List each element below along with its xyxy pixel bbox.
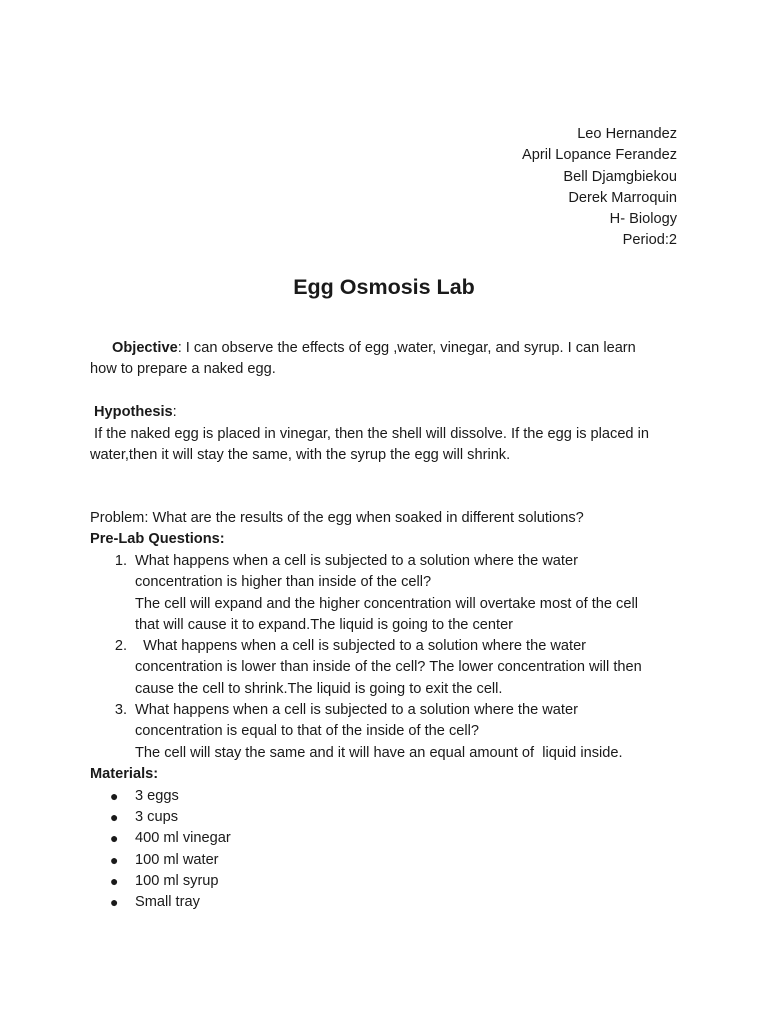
author-name: April Lopance Ferandez	[522, 147, 677, 163]
question-text: concentration is higher than inside of the cell?	[135, 574, 432, 590]
author-name: Bell Djamgbiekou	[563, 169, 677, 185]
hypothesis-text: If the naked egg is placed in vinegar, then the shell will dissolve. If the egg is placed in	[90, 426, 649, 442]
answer-text: that will cause it to expand.The liquid is going to the center	[135, 617, 514, 633]
question-text: concentration is lower than inside of the cell? The lower concentration will then	[135, 659, 642, 675]
objective-text: : I can observe the effects of egg ,water, vinegar, and syrup. I can learn	[177, 340, 636, 356]
objective-text: how to prepare a naked egg.	[90, 361, 276, 377]
materials-heading: Materials:	[90, 766, 159, 782]
question-number: 2.	[114, 638, 127, 654]
material-text: 3 cups	[135, 809, 178, 825]
question-text: What happens when a cell is subjected to a solution where the water	[135, 553, 578, 569]
hypothesis-colon: :	[172, 404, 177, 420]
question-number: 3.	[114, 702, 127, 718]
bullet-icon: ●	[110, 852, 119, 868]
bullet-icon: ●	[110, 788, 119, 804]
hypothesis-label: Hypothesis	[94, 404, 173, 420]
material-text: 3 eggs	[135, 788, 179, 804]
question-text: What happens when a cell is subjected to a solution where the water	[135, 702, 578, 718]
answer-text: The cell will expand and the higher concentration will overtake most of the cell	[135, 596, 638, 612]
objective-line	[112, 341, 636, 356]
class-period: Period:2	[622, 232, 677, 248]
problem-statement: Problem: What are the results of the egg when soaked in different solutions?	[90, 510, 584, 526]
author-name: Leo Hernandez	[577, 126, 677, 142]
material-text: 400 ml vinegar	[135, 830, 231, 846]
class-name: H- Biology	[609, 211, 677, 227]
bullet-icon: ●	[110, 873, 119, 889]
hypothesis-heading	[94, 405, 177, 420]
bullet-icon: ●	[110, 894, 119, 910]
prelab-heading: Pre-Lab Questions:	[90, 531, 225, 547]
material-text: Small tray	[135, 894, 200, 910]
author-name: Derek Marroquin	[568, 190, 677, 206]
objective-label: Objective	[112, 340, 178, 356]
material-text: 100 ml water	[135, 852, 219, 868]
hypothesis-text: water,then it will stay the same, with the syrup the egg will shrink.	[90, 447, 511, 463]
bullet-icon: ●	[110, 809, 119, 825]
question-number: 1.	[114, 553, 127, 569]
question-text: concentration is equal to that of the inside of the cell?	[135, 723, 479, 739]
bullet-icon: ●	[110, 830, 119, 846]
answer-text: The cell will stay the same and it will have an equal amount of liquid inside.	[135, 745, 623, 761]
question-text: What happens when a cell is subjected to a solution where the water	[135, 638, 587, 654]
material-text: 100 ml syrup	[135, 873, 219, 889]
document-title: Egg Osmosis Lab	[293, 275, 475, 299]
answer-text: cause the cell to shrink.The liquid is going to exit the cell.	[135, 681, 503, 697]
